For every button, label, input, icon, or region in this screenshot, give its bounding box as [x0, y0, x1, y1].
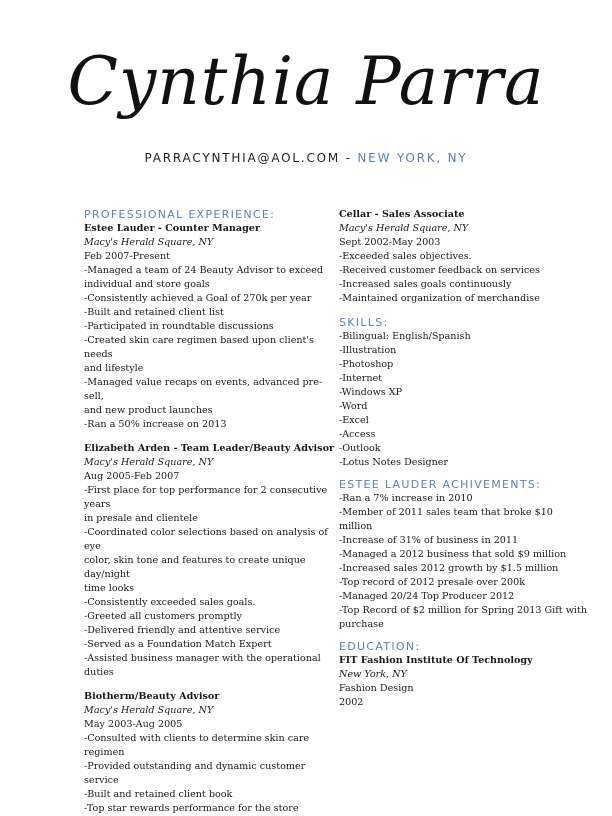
- job-bullet: -Top star rewards performance for the store: [84, 803, 299, 814]
- skill-item: -Windows XP: [339, 387, 403, 398]
- job-bullet: individual and store goals: [84, 279, 210, 290]
- achievement-item: -Top record of 2012 presale over 200k: [339, 577, 526, 588]
- education-field: Fashion Design: [339, 683, 414, 694]
- job-place: Macy's Herald Square, NY: [339, 223, 469, 234]
- achievement-item: purchase: [339, 619, 384, 630]
- job-bullet: -Provided outstanding and dynamic customer service: [84, 761, 306, 786]
- skill-item: -Word: [339, 401, 368, 412]
- achievement-item: -Managed a 2012 business that sold $9 million: [339, 549, 567, 560]
- contact-line: [0, 151, 612, 165]
- skill-item: -Internet: [339, 373, 383, 384]
- job-bullet: -Maintained organization of merchandise: [339, 293, 540, 304]
- job-bullet: time looks: [84, 583, 135, 594]
- skill-item: -Lotus Notes Designer: [339, 457, 449, 468]
- job-bullet: -Received customer feedback on services: [339, 265, 540, 276]
- school-location: New York, NY: [339, 669, 407, 680]
- job-bullet: color, skin tone and features to create unique day/night: [84, 555, 306, 580]
- right-column: [339, 208, 589, 710]
- job-place: Macy's Herald Square, NY: [84, 705, 214, 716]
- job-bullet: -Increased sales goals continuously: [339, 279, 512, 290]
- job-bullet: -Built and retained client book: [84, 789, 233, 800]
- achievement-item: -Member of 2011 sales team that broke $10 million: [339, 507, 553, 532]
- skill-item: -Photoshop: [339, 359, 394, 370]
- skill-item: -Excel: [339, 415, 369, 426]
- job-bullet: -Built and retained client list: [84, 307, 224, 318]
- job-bullet: -Assisted business manager with the operational duties: [84, 653, 321, 678]
- job-bullet: -Ran a 50% increase on 2013: [84, 419, 227, 430]
- job-bullet: -Participated in roundtable discussions: [84, 321, 274, 332]
- skills-heading: SKILLS:: [339, 316, 389, 329]
- job-bullet: -Consulted with clients to determine skin care regimen: [84, 733, 310, 758]
- job-dates: Aug 2005-Feb 2007: [84, 471, 180, 482]
- education-section: [339, 640, 589, 710]
- skills-section: [339, 316, 589, 470]
- job-title: Cellar - Sales Associate: [339, 209, 465, 220]
- achievements-section: [339, 478, 589, 632]
- job-bullet: -Consistently achieved a Goal of 270k per year: [84, 293, 312, 304]
- job-bullet: -First place for top performance for 2 consecutive years: [84, 485, 328, 510]
- job-title: Elizabeth Arden - Team Leader/Beauty Advisor: [84, 443, 335, 454]
- achievement-item: -Top Record of $2 million for Spring 2013 Gift with: [339, 605, 588, 616]
- job-bullet: and new product launches: [84, 405, 213, 416]
- job-cellar: [339, 208, 589, 306]
- achievement-item: -Managed 20/24 Top Producer 2012: [339, 591, 515, 602]
- job-dates: May 2003-Aug 2005: [84, 719, 183, 730]
- job-dates: Sept 2002-May 2003: [339, 237, 441, 248]
- job-place: Macy's Herald Square, NY: [84, 237, 214, 248]
- job-bullet: -Delivered friendly and attentive service: [84, 625, 281, 636]
- email-text: PARRACYNTHIA@AOL.COM: [144, 151, 341, 165]
- job-bullet: -Consistently exceeded sales goals.: [84, 597, 256, 608]
- achievements-heading: ESTEE LAUDER ACHIVEMENTS:: [339, 478, 542, 491]
- job-bullet: and lifestyle: [84, 363, 144, 374]
- education-year: 2002: [339, 697, 364, 708]
- job-bullet: -Served as a Foundation Match Expert: [84, 639, 272, 650]
- job-bullet: -Managed value recaps on events, advanced pre-sell,: [84, 377, 323, 402]
- achievement-item: -Increase of 31% of business in 2011: [339, 535, 519, 546]
- school-name: FIT Fashion Institute Of Technology: [339, 655, 533, 666]
- achievement-item: -Ran a 7% increase in 2010: [339, 493, 473, 504]
- job-dates: Feb 2007-Present: [84, 251, 171, 262]
- skill-item: -Illustration: [339, 345, 397, 356]
- job-title: Biotherm/Beauty Advisor: [84, 691, 220, 702]
- contact-separator: -: [340, 151, 358, 165]
- left-column: [84, 208, 334, 816]
- job-biotherm: [84, 690, 334, 816]
- job-bullet: -Created skin care regimen based upon client's needs: [84, 335, 314, 360]
- achievement-item: -Increased sales 2012 growth by $1.5 million: [339, 563, 559, 574]
- job-bullet: -Coordinated color selections based on analysis of eye: [84, 527, 328, 552]
- job-bullet: in presale and clientele: [84, 513, 198, 524]
- skill-item: -Access: [339, 429, 376, 440]
- job-title: Estee Lauder - Counter Manager: [84, 223, 260, 234]
- location-text: NEW YORK, NY: [357, 151, 468, 165]
- job-bullet: -Greeted all customers promptly: [84, 611, 243, 622]
- education-heading: EDUCATION:: [339, 640, 421, 653]
- experience-heading: PROFESSIONAL EXPERIENCE:: [84, 208, 276, 221]
- job-elizabeth-arden: [84, 442, 334, 680]
- skill-item: -Outlook: [339, 443, 381, 454]
- resume-name: Cynthia Parra: [67, 43, 545, 120]
- job-bullet: -Exceeded sales objectives.: [339, 251, 472, 262]
- job-estee-lauder: [84, 222, 334, 432]
- skill-item: -Bilingual: English/Spanish: [339, 331, 471, 342]
- job-bullet: -Managed a team of 24 Beauty Advisor to exceed: [84, 265, 323, 276]
- job-place: Macy's Herald Square, NY: [84, 457, 214, 468]
